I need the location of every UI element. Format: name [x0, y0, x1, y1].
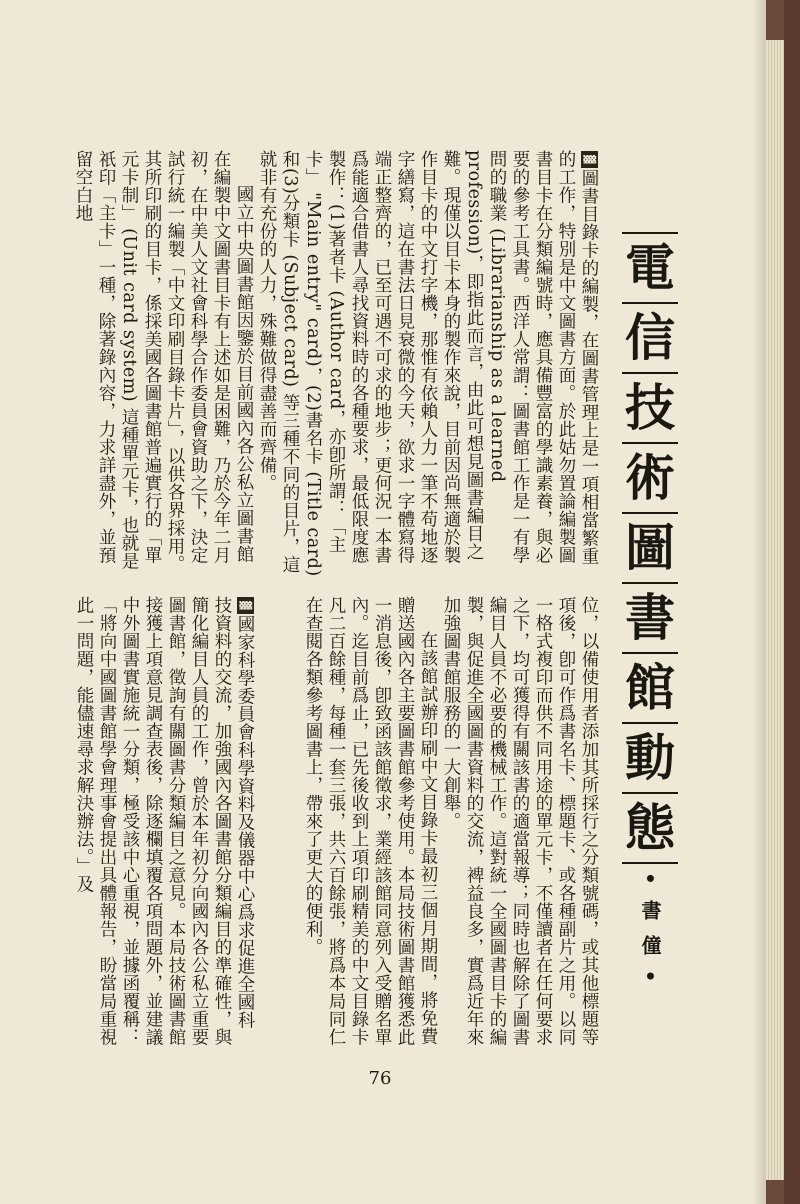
page-number: 76	[368, 1068, 392, 1089]
paragraph	[439, 596, 600, 1046]
paragraph-text: 國家科學委員會科學資料及儀器中心爲求促進全國科技資料的交流，加強國內各圖書館分類編目的準確性，與簡化編目人員的工作，曾於本年初分向國內各公私立重要圖書館，徵詢有關圖書分類編目之意見。本局技術圖書館接獲上項意見調查表後，除逐欄填覆各項問題外，並建議中外圖書實施統一分類，極受該中心重視，並據函覆稱：「將向中國圖書館學會理事會提出具體報告，盼當局重視此一問題，能儘速尋求解決辦法。」及	[74, 596, 255, 1046]
title-rule	[622, 862, 678, 864]
title-char: 態	[625, 798, 675, 857]
title-rule	[622, 442, 678, 444]
page-edges	[766, 40, 784, 1180]
title-char: 圖	[625, 518, 675, 577]
author-byline: • 書 僮 •	[638, 872, 662, 987]
title-rule	[622, 302, 678, 304]
paragraph	[301, 596, 439, 1046]
title-rule	[622, 722, 678, 724]
title-char: 書	[625, 588, 675, 647]
lower-text-block	[60, 596, 256, 1046]
title-char: 技	[625, 378, 675, 437]
paragraph	[71, 150, 255, 580]
paragraph-text: 在該館試辦印刷中文目錄卡最初三個月期間，將免費贈送國內各主要圖書館參考使用。本局技術圖書館獲悉此一消息後，卽致函該館徵求，業經該館同意列入受贈名單內。迄目前爲止，已先後收到上項印刷精美的中文目錄卡凡二百餘種，每種一套三張，共六百餘張，將爲本局同仁在查閱各類參考圖書上，帶來了更大的便利。	[303, 596, 438, 1046]
right-lower-text-block	[272, 596, 600, 1046]
page-gutter-shadow	[752, 0, 766, 1204]
title-rule	[622, 652, 678, 654]
title-char: 術	[625, 448, 675, 507]
paragraph-text: 位，以備使用者添加其所採行之分類號碼，或其他標題等項後，卽可作爲書名卡、標題卡、或各種副片之用。以同一格式複印而供不同用途的單元卡，不僅讀者在任何要求之下，均可獲得有關該書的適當報導；同時也解除了圖書編目人員不必要的機械工作。這對統一全國圖書目卡的編製，與促進全國圖書資料的交流，裨益良多，實爲近年來加強圖書館服務的一大創舉。	[441, 596, 599, 1046]
paragraph-text: 圖書目錄卡的編製，在圖書管理上是一項相當繁重的工作，特別是中文圖書方面。於此姑勿置論編製圖書目卡在分類編號時，應具備豐富的學識素養，與必要的參考工具書。西洋人常謂：圖書館工作是一有學問的職業 (Librarianship as a learned profession)，即指此而言，由此可想見圖書編目之難。現僅以目卡本身的製作來說，目前因尚無適於製作目卡的中文打字機，那惟有依賴人力一筆不苟地逐字繕寫，這在書法日見衰微的今天，欲求一字體寫得端正整齊的，已至可遇不可求的地步；更何況一本書爲能適合借書人尋找資料時的各種要求，最低限度應製作：(1)著者卡 (Author card，亦卽所謂：「主卡」 "Main entry" card)，(2)書名卡 (Title card) 和(3)分類卡 (Subject card) 等三種不同的目片，這就非有充份的人力，殊難做得盡善而齊備。	[257, 150, 599, 577]
section-mark-icon: ▓	[581, 151, 598, 168]
paragraph	[72, 596, 256, 1046]
title-char: 動	[625, 728, 675, 787]
article-title	[618, 232, 682, 872]
paragraph-text: 國立中央圖書館因鑒於目前國內各公私立圖書館在編製中文圖書目卡有上述如是困難，乃於今年二月初，在中美人文社會科學合作委員會資助之下，決定試行統一編製「中文印刷目錄卡片」，以供各界採用。其所印刷的目卡，係採美國各圖書館普遍實行的「單元卡制」 (Unit card system) 這種單元卡，也就是祇印「主卡」一種，除著錄內容，力求詳盡外，並預留空白地	[73, 150, 254, 574]
title-rule	[622, 232, 678, 234]
title-char: 電	[625, 238, 675, 297]
title-rule	[622, 792, 678, 794]
title-rule	[622, 582, 678, 584]
title-char: 館	[625, 658, 675, 717]
title-rule	[622, 372, 678, 374]
book-cover-edge	[784, 0, 800, 1204]
title-char: 信	[625, 308, 675, 367]
title-rule	[622, 512, 678, 514]
paragraph	[255, 150, 600, 580]
upper-text-block	[60, 150, 600, 580]
section-mark-icon: ▓	[237, 597, 254, 614]
